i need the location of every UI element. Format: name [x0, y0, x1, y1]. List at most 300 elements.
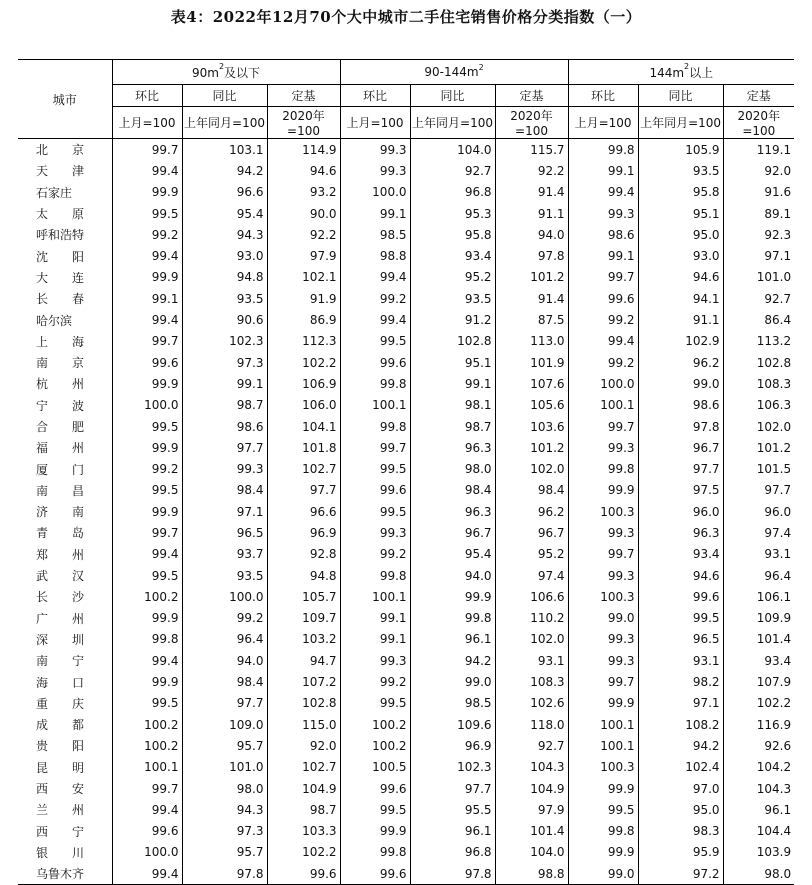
index-value-cell: 99.9 [568, 480, 638, 501]
index-value-cell: 100.2 [112, 714, 182, 735]
index-value-cell: 97.9 [495, 799, 568, 820]
table-row [18, 395, 794, 416]
index-value-cell: 99.6 [568, 288, 638, 309]
index-value-cell: 109.6 [410, 714, 495, 735]
table-row [18, 799, 794, 820]
index-value-cell: 99.5 [340, 693, 410, 714]
index-value-cell: 92.0 [723, 160, 794, 181]
base-header-cell: 2020年=100 [267, 107, 340, 139]
index-value-cell: 96.5 [182, 522, 267, 543]
index-value-cell: 95.3 [410, 203, 495, 224]
index-value-cell: 101.2 [495, 437, 568, 458]
index-value-cell: 99.2 [568, 352, 638, 373]
index-value-cell: 94.8 [267, 565, 340, 586]
index-value-cell: 103.1 [182, 139, 267, 161]
index-value-cell: 95.7 [182, 735, 267, 756]
index-value-cell: 99.4 [112, 863, 182, 885]
index-value-cell: 91.1 [495, 203, 568, 224]
index-value-cell: 93.0 [182, 245, 267, 266]
index-value-cell: 99.2 [112, 224, 182, 245]
index-value-cell: 93.4 [723, 650, 794, 671]
index-value-cell: 86.9 [267, 309, 340, 330]
sub-header-cell: 环比 [568, 85, 638, 107]
index-value-cell: 110.2 [495, 608, 568, 629]
index-value-cell: 90.6 [182, 309, 267, 330]
index-value-cell: 95.4 [182, 203, 267, 224]
index-value-cell: 93.5 [182, 288, 267, 309]
city-cell: 沈 阳 [36, 249, 85, 264]
index-value-cell: 93.4 [410, 245, 495, 266]
index-value-cell: 95.7 [182, 842, 267, 863]
sub-header-row [18, 85, 794, 107]
index-value-cell: 93.7 [182, 544, 267, 565]
index-value-cell: 99.0 [410, 671, 495, 692]
index-value-cell: 100.2 [112, 586, 182, 607]
index-value-cell: 97.5 [638, 480, 723, 501]
city-cell: 济 南 [36, 505, 85, 520]
city-cell: 贵 阳 [36, 739, 85, 754]
city-cell: 福 州 [36, 441, 85, 456]
index-value-cell: 98.0 [410, 458, 495, 479]
city-cell: 长 春 [36, 292, 85, 307]
index-value-cell: 99.3 [340, 650, 410, 671]
base-header-cell: 2020年=100 [495, 107, 568, 139]
index-value-cell: 96.3 [410, 437, 495, 458]
index-value-cell: 99.7 [568, 544, 638, 565]
index-value-cell: 104.9 [267, 778, 340, 799]
index-value-cell: 94.6 [267, 160, 340, 181]
index-value-cell: 99.4 [112, 160, 182, 181]
index-value-cell: 99.1 [568, 160, 638, 181]
index-value-cell: 97.8 [638, 416, 723, 437]
index-value-cell: 96.2 [495, 501, 568, 522]
table-row [18, 309, 794, 330]
city-cell: 长 沙 [36, 590, 85, 605]
index-value-cell: 93.5 [182, 565, 267, 586]
index-value-cell: 99.5 [340, 799, 410, 820]
city-cell: 银 川 [36, 845, 85, 860]
index-value-cell: 101.4 [723, 629, 794, 650]
index-value-cell: 109.7 [267, 608, 340, 629]
index-value-cell: 104.1 [267, 416, 340, 437]
index-value-cell: 99.9 [568, 693, 638, 714]
group-header-small [112, 60, 340, 85]
index-value-cell: 102.0 [495, 629, 568, 650]
city-cell: 西 宁 [36, 824, 85, 839]
index-value-cell: 99.8 [340, 565, 410, 586]
index-value-cell: 97.0 [638, 778, 723, 799]
index-value-cell: 99.8 [410, 608, 495, 629]
index-value-cell: 95.1 [410, 352, 495, 373]
index-value-cell: 106.6 [495, 586, 568, 607]
index-value-cell: 101.2 [723, 437, 794, 458]
index-value-cell: 99.4 [112, 309, 182, 330]
group-label-text: 90-144m [424, 65, 479, 79]
index-value-cell: 98.4 [182, 480, 267, 501]
index-value-cell: 102.7 [267, 458, 340, 479]
index-value-cell: 97.7 [410, 778, 495, 799]
index-value-cell: 113.2 [723, 331, 794, 352]
index-value-cell: 97.1 [723, 245, 794, 266]
table-row [18, 608, 794, 629]
index-value-cell: 98.6 [568, 224, 638, 245]
table-row [18, 331, 794, 352]
index-value-cell: 98.4 [410, 480, 495, 501]
index-value-cell: 98.6 [638, 395, 723, 416]
index-value-cell: 89.1 [723, 203, 794, 224]
table-row [18, 714, 794, 735]
city-cell: 北 京 [36, 143, 85, 158]
index-value-cell: 99.1 [340, 608, 410, 629]
city-cell: 广 州 [36, 611, 85, 626]
index-value-cell: 91.4 [495, 288, 568, 309]
index-value-cell: 101.2 [495, 267, 568, 288]
index-value-cell: 106.9 [267, 373, 340, 394]
index-value-cell: 99.5 [112, 565, 182, 586]
index-value-cell: 99.9 [410, 586, 495, 607]
index-value-cell: 97.7 [723, 480, 794, 501]
table-row [18, 735, 794, 756]
group-label-suffix: 以上 [689, 65, 714, 80]
index-value-cell: 104.0 [495, 842, 568, 863]
city-cell: 石家庄 [36, 185, 73, 200]
table-header [18, 60, 794, 139]
index-value-cell: 99.5 [568, 799, 638, 820]
index-value-cell: 96.3 [638, 522, 723, 543]
index-value-cell: 97.4 [723, 522, 794, 543]
index-value-cell: 100.1 [568, 714, 638, 735]
city-cell: 乌鲁木齐 [18, 863, 112, 885]
index-value-cell: 100.0 [112, 395, 182, 416]
index-value-cell: 99.6 [340, 352, 410, 373]
index-value-cell: 97.7 [182, 693, 267, 714]
index-value-cell: 99.5 [340, 331, 410, 352]
index-value-cell: 98.7 [410, 416, 495, 437]
base-header-cell: 上年同月=100 [410, 107, 495, 139]
index-value-cell: 99.3 [568, 522, 638, 543]
index-value-cell: 107.9 [723, 671, 794, 692]
index-value-cell: 99.3 [182, 458, 267, 479]
index-value-cell: 105.6 [495, 395, 568, 416]
index-value-cell: 93.1 [723, 544, 794, 565]
index-value-cell: 100.0 [568, 373, 638, 394]
table-row [18, 267, 794, 288]
index-value-cell: 99.5 [340, 458, 410, 479]
city-cell: 武 汉 [36, 569, 85, 584]
index-value-cell: 99.9 [112, 437, 182, 458]
index-value-cell: 101.5 [723, 458, 794, 479]
index-value-cell: 92.7 [723, 288, 794, 309]
index-value-cell: 98.7 [182, 395, 267, 416]
sub-header-cell: 定基 [495, 85, 568, 107]
index-value-cell: 99.1 [340, 203, 410, 224]
index-value-cell: 91.9 [267, 288, 340, 309]
index-value-cell: 94.0 [182, 650, 267, 671]
index-value-cell: 96.6 [182, 182, 267, 203]
index-value-cell: 87.5 [495, 309, 568, 330]
index-value-cell: 102.9 [638, 331, 723, 352]
index-value-cell: 97.7 [638, 458, 723, 479]
index-value-cell: 95.1 [638, 203, 723, 224]
index-value-cell: 99.2 [182, 608, 267, 629]
index-value-cell: 99.8 [340, 842, 410, 863]
index-value-cell: 99.3 [340, 139, 410, 161]
price-index-table [18, 59, 794, 885]
index-value-cell: 99.3 [340, 160, 410, 181]
table-row [18, 650, 794, 671]
index-value-cell: 102.7 [267, 757, 340, 778]
city-cell: 西 安 [36, 782, 85, 797]
index-value-cell: 102.1 [267, 267, 340, 288]
table-title: 表4：2022年12月70个大中城市二手住宅销售价格分类指数（一） [170, 8, 642, 26]
index-value-cell: 102.2 [723, 693, 794, 714]
group-label-text: 144m [649, 65, 685, 80]
index-value-cell: 94.2 [638, 735, 723, 756]
index-value-cell: 100.0 [112, 842, 182, 863]
table-row [18, 352, 794, 373]
index-value-cell: 100.3 [568, 586, 638, 607]
index-value-cell: 108.3 [723, 373, 794, 394]
table-row [18, 757, 794, 778]
base-header-cell: 上年同月=100 [638, 107, 723, 139]
city-cell: 郑 州 [36, 547, 85, 562]
table-row [18, 373, 794, 394]
index-value-cell: 103.9 [723, 842, 794, 863]
index-value-cell: 99.0 [568, 863, 638, 885]
table-row [18, 629, 794, 650]
index-value-cell: 99.7 [112, 139, 182, 161]
city-cell: 青 岛 [36, 526, 85, 541]
index-value-cell: 99.4 [112, 544, 182, 565]
index-value-cell: 93.2 [267, 182, 340, 203]
index-value-cell: 107.2 [267, 671, 340, 692]
table-row [18, 778, 794, 799]
index-value-cell: 99.6 [340, 480, 410, 501]
table-row [18, 480, 794, 501]
index-value-cell: 95.8 [638, 182, 723, 203]
index-value-cell: 104.2 [723, 757, 794, 778]
index-value-cell: 99.9 [112, 182, 182, 203]
index-value-cell: 99.3 [568, 650, 638, 671]
index-value-cell: 99.4 [568, 182, 638, 203]
index-value-cell: 99.6 [340, 863, 410, 885]
index-value-cell: 99.2 [340, 671, 410, 692]
index-value-cell: 92.6 [723, 735, 794, 756]
group-label-sup: 2 [478, 63, 484, 72]
city-cell: 宁 波 [36, 398, 85, 413]
index-value-cell: 104.9 [495, 778, 568, 799]
city-cell: 杭 州 [36, 377, 85, 392]
index-value-cell: 116.9 [723, 714, 794, 735]
index-value-cell: 98.4 [182, 671, 267, 692]
index-value-cell: 115.7 [495, 139, 568, 161]
index-value-cell: 99.6 [112, 821, 182, 842]
index-value-cell: 94.6 [638, 565, 723, 586]
index-value-cell: 96.7 [495, 522, 568, 543]
city-cell: 深 圳 [36, 632, 85, 647]
base-header-cell: 上月=100 [568, 107, 638, 139]
index-value-cell: 99.5 [112, 203, 182, 224]
index-value-cell: 94.2 [182, 160, 267, 181]
index-value-cell: 92.0 [267, 735, 340, 756]
index-value-cell: 98.8 [495, 863, 568, 885]
index-value-cell: 99.1 [340, 629, 410, 650]
index-value-cell: 100.1 [340, 586, 410, 607]
table-row [18, 458, 794, 479]
index-value-cell: 99.7 [340, 437, 410, 458]
index-value-cell: 94.6 [638, 267, 723, 288]
table-row [18, 671, 794, 692]
index-value-cell: 104.3 [723, 778, 794, 799]
index-value-cell: 96.5 [638, 629, 723, 650]
index-value-cell: 102.2 [267, 352, 340, 373]
group-label-sup: 2 [684, 61, 690, 71]
index-value-cell: 91.1 [638, 309, 723, 330]
index-value-cell: 113.0 [495, 331, 568, 352]
index-value-cell: 106.1 [723, 586, 794, 607]
index-value-cell: 100.3 [568, 757, 638, 778]
index-value-cell: 96.3 [410, 501, 495, 522]
index-value-cell: 99.5 [112, 416, 182, 437]
index-value-cell: 97.8 [182, 863, 267, 885]
city-cell: 昆 明 [36, 760, 85, 775]
index-value-cell: 102.8 [267, 693, 340, 714]
index-value-cell: 99.7 [568, 671, 638, 692]
index-value-cell: 99.8 [340, 416, 410, 437]
index-value-cell: 99.5 [638, 608, 723, 629]
index-value-cell: 99.8 [568, 139, 638, 161]
index-value-cell: 102.3 [182, 331, 267, 352]
index-value-cell: 94.7 [267, 650, 340, 671]
sub-header-cell: 同比 [638, 85, 723, 107]
city-cell: 海 口 [36, 675, 85, 690]
index-value-cell: 102.6 [495, 693, 568, 714]
table-row [18, 842, 794, 863]
index-value-cell: 90.0 [267, 203, 340, 224]
index-value-cell: 97.1 [182, 501, 267, 522]
index-value-cell: 99.9 [112, 608, 182, 629]
table-row [18, 544, 794, 565]
index-value-cell: 99.1 [182, 373, 267, 394]
index-value-cell: 99.2 [340, 544, 410, 565]
table-row [18, 565, 794, 586]
index-value-cell: 92.2 [267, 224, 340, 245]
index-value-cell: 114.9 [267, 139, 340, 161]
index-value-cell: 108.2 [638, 714, 723, 735]
sub-header-cell: 同比 [410, 85, 495, 107]
index-value-cell: 101.0 [182, 757, 267, 778]
index-value-cell: 91.6 [723, 182, 794, 203]
sub-header-cell: 定基 [723, 85, 794, 107]
group-label-suffix: 及以下 [224, 65, 261, 80]
index-value-cell: 108.3 [495, 671, 568, 692]
index-value-cell: 100.3 [568, 501, 638, 522]
index-value-cell: 102.3 [410, 757, 495, 778]
index-value-cell: 102.0 [495, 458, 568, 479]
table-row [18, 245, 794, 266]
index-value-cell: 96.0 [723, 501, 794, 522]
city-cell: 重 庆 [36, 696, 85, 711]
index-value-cell: 97.7 [267, 480, 340, 501]
group-header-large [568, 60, 794, 85]
index-value-cell: 93.5 [638, 160, 723, 181]
index-value-cell: 95.0 [638, 799, 723, 820]
index-value-cell: 97.7 [182, 437, 267, 458]
index-value-cell: 92.7 [410, 160, 495, 181]
index-value-cell: 99.4 [340, 267, 410, 288]
index-value-cell: 103.3 [267, 821, 340, 842]
index-value-cell: 92.2 [495, 160, 568, 181]
index-value-cell: 99.3 [568, 629, 638, 650]
index-value-cell: 98.0 [182, 778, 267, 799]
index-value-cell: 101.9 [495, 352, 568, 373]
city-cell: 成 都 [36, 718, 85, 733]
index-value-cell: 95.9 [638, 842, 723, 863]
index-value-cell: 112.3 [267, 331, 340, 352]
index-value-cell: 104.0 [410, 139, 495, 161]
index-value-cell: 101.8 [267, 437, 340, 458]
index-value-cell: 95.2 [410, 267, 495, 288]
index-value-cell: 98.2 [638, 671, 723, 692]
index-value-cell: 103.2 [267, 629, 340, 650]
index-value-cell: 99.1 [568, 245, 638, 266]
index-value-cell: 97.2 [638, 863, 723, 885]
index-value-cell: 99.8 [568, 458, 638, 479]
index-value-cell: 99.7 [112, 331, 182, 352]
index-value-cell: 98.1 [410, 395, 495, 416]
index-value-cell: 99.9 [340, 821, 410, 842]
table-row [18, 586, 794, 607]
index-value-cell: 93.1 [638, 650, 723, 671]
index-value-cell: 99.3 [340, 522, 410, 543]
index-value-cell: 99.8 [568, 821, 638, 842]
index-value-cell: 105.7 [267, 586, 340, 607]
group-header-medium [340, 60, 568, 85]
base-header-cell: 上月=100 [112, 107, 182, 139]
index-value-cell: 99.7 [112, 522, 182, 543]
city-cell: 兰 州 [36, 803, 85, 818]
index-value-cell: 96.0 [638, 501, 723, 522]
index-value-cell: 99.9 [112, 267, 182, 288]
city-cell: 大 连 [36, 270, 85, 285]
index-value-cell: 99.2 [340, 288, 410, 309]
table-row [18, 288, 794, 309]
index-value-cell: 96.2 [638, 352, 723, 373]
table-row [18, 821, 794, 842]
index-value-cell: 96.7 [638, 437, 723, 458]
index-value-cell: 99.4 [112, 799, 182, 820]
index-value-cell: 96.8 [410, 182, 495, 203]
index-value-cell: 94.8 [182, 267, 267, 288]
index-value-cell: 119.1 [723, 139, 794, 161]
group-label-sup: 2 [218, 61, 225, 71]
index-value-cell: 102.8 [410, 331, 495, 352]
index-value-cell: 99.2 [568, 309, 638, 330]
index-value-cell: 99.7 [568, 267, 638, 288]
index-value-cell: 99.5 [340, 501, 410, 522]
city-cell: 天 津 [36, 164, 85, 179]
index-value-cell: 99.9 [568, 842, 638, 863]
table-body [18, 139, 794, 885]
group-label-text: 90m [191, 65, 219, 80]
index-value-cell: 98.6 [182, 416, 267, 437]
index-value-cell: 97.1 [638, 693, 723, 714]
index-value-cell: 97.3 [182, 352, 267, 373]
base-header-cell: 2020年=100 [723, 107, 794, 139]
index-value-cell: 98.5 [340, 224, 410, 245]
index-value-cell: 93.4 [638, 544, 723, 565]
index-value-cell: 91.4 [495, 182, 568, 203]
